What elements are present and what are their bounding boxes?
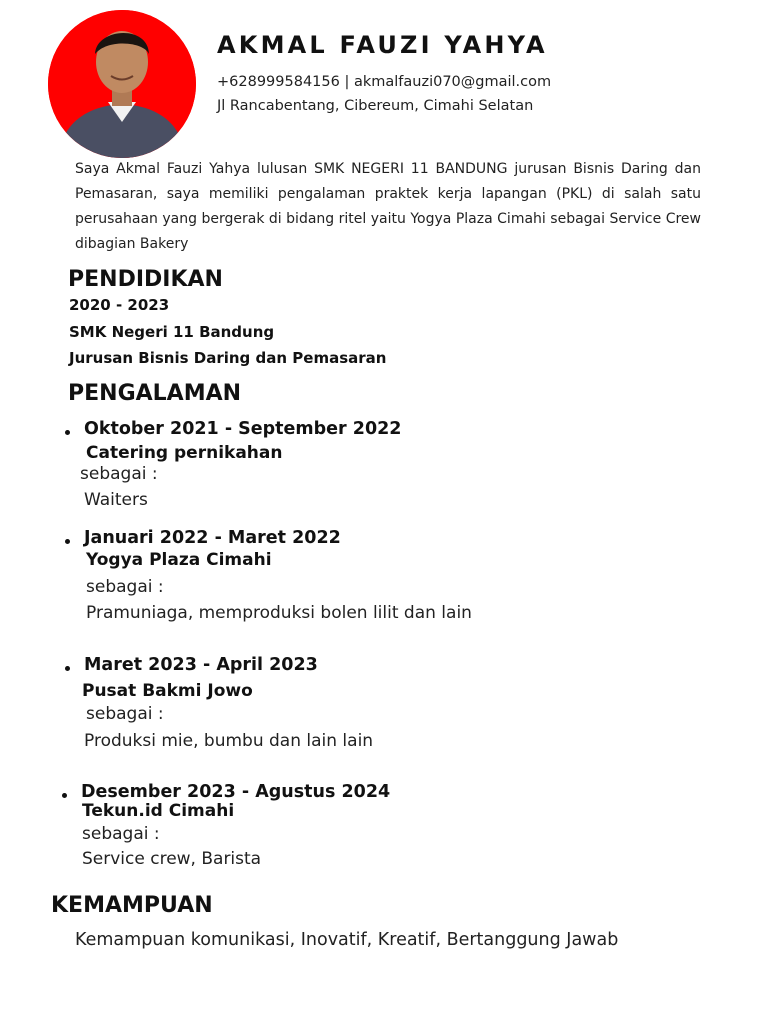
experience-period: Maret 2023 - April 2023 bbox=[84, 655, 318, 675]
profile-summary: Saya Akmal Fauzi Yahya lulusan SMK NEGERI 11 BANDUNG jurusan Bisnis Daring dan Pemasaran, saya memiliki pengalaman praktek kerja lapangan (PKL) di salah satu perusahaan yang bergerak di bidang ritel yaitu Yogya Plaza Cimahi sebagai Service Crew dibagian Bakery bbox=[75, 161, 701, 252]
experience-role-label: sebagai : bbox=[86, 577, 164, 597]
skills-heading: KEMAMPUAN bbox=[51, 893, 213, 918]
experience-period: Oktober 2021 - September 2022 bbox=[84, 419, 402, 439]
experience-role: Produksi mie, bumbu dan lain lain bbox=[84, 731, 374, 751]
experience-period: Januari 2022 - Maret 2022 bbox=[84, 528, 341, 548]
person-avatar-icon bbox=[48, 10, 196, 158]
experience-organization: Tekun.id Cimahi bbox=[82, 801, 235, 821]
education-major: Jurusan Bisnis Daring dan Pemasaran bbox=[69, 349, 387, 367]
bullet-icon bbox=[65, 430, 70, 435]
address: Jl Rancabentang, Cibereum, Cimahi Selatan bbox=[217, 98, 534, 114]
education-heading: PENDIDIKAN bbox=[68, 267, 223, 292]
experience-organization: Catering pernikahan bbox=[86, 443, 283, 463]
experience-organization: Pusat Bakmi Jowo bbox=[82, 681, 253, 701]
bullet-icon bbox=[65, 539, 70, 544]
experience-organization: Yogya Plaza Cimahi bbox=[86, 550, 272, 570]
bullet-icon bbox=[65, 666, 70, 671]
bullet-icon bbox=[62, 793, 67, 798]
experience-role-label: sebagai : bbox=[86, 704, 164, 724]
experience-role: Service crew, Barista bbox=[82, 849, 262, 869]
skills-list: Kemampuan komunikasi, Inovatif, Kreatif, Bertanggung Jawab bbox=[75, 930, 619, 950]
experience-period: Desember 2023 - Agustus 2024 bbox=[81, 782, 391, 802]
experience-heading: PENGALAMAN bbox=[68, 381, 242, 406]
person-name: AKMAL FAUZI YAHYA bbox=[217, 31, 548, 59]
experience-role-label: sebagai : bbox=[80, 464, 158, 484]
education-school: SMK Negeri 11 Bandung bbox=[69, 323, 275, 341]
profile-photo bbox=[48, 10, 196, 158]
experience-role-label: sebagai : bbox=[82, 824, 160, 844]
experience-role: Pramuniaga, memproduksi bolen lilit dan lain bbox=[86, 603, 472, 623]
contact-info: +628999584156 | akmalfauzi070@gmail.com bbox=[217, 74, 552, 90]
experience-role: Waiters bbox=[84, 490, 148, 510]
education-years: 2020 - 2023 bbox=[69, 296, 170, 314]
